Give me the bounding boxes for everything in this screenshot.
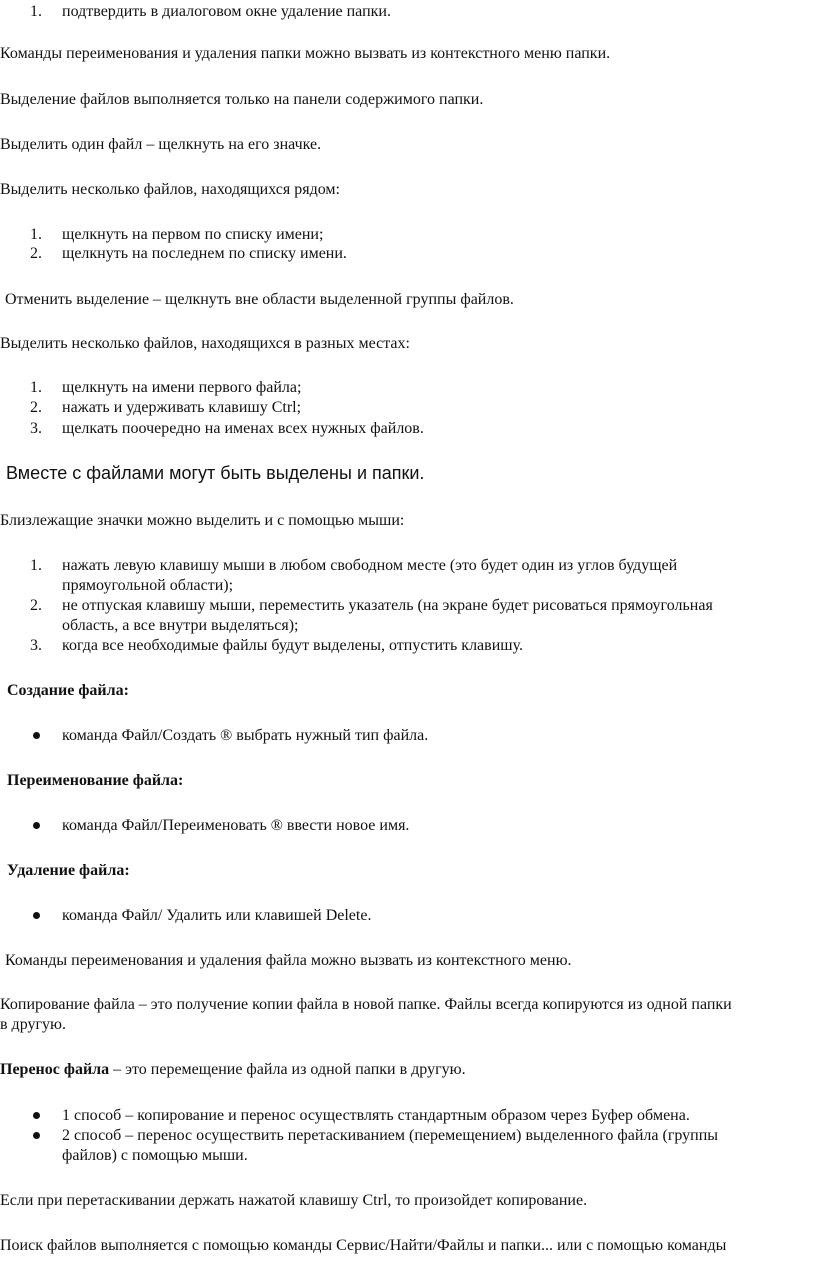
bullet-item: 1 способ – копирование и перенос осуществлять стандартным образом через Буфер обмена. bbox=[62, 1107, 690, 1124]
list-number: 2. bbox=[30, 597, 42, 614]
list-number: 2. bbox=[30, 399, 42, 416]
bullet-item-continuation: файлов) с помощью мыши. bbox=[62, 1147, 248, 1164]
bullet-item: команда Файл/Переименовать ® ввести новое имя. bbox=[62, 817, 410, 834]
bold-term: Перенос файла bbox=[0, 1061, 110, 1078]
paragraph: Поиск файлов выполняется с помощью команды Сервис/Найти/Файлы и папки... или с помощью команды bbox=[0, 1237, 727, 1254]
paragraph: Если при перетаскивании держать нажатой клавишу Ctrl, то произойдет копирование. bbox=[0, 1192, 588, 1209]
list-item: щелкнуть на имени первого файла; bbox=[62, 379, 302, 396]
list-number: 1. bbox=[30, 557, 42, 574]
bullet-icon bbox=[33, 912, 40, 919]
list-number: 1. bbox=[30, 379, 42, 396]
bullet-item: команда Файл/Создать ® выбрать нужный тип файла. bbox=[62, 727, 429, 744]
list-item: щелкнуть на первом по списку имени; bbox=[62, 226, 324, 243]
paragraph: Выделение файлов выполняется только на панели содержимого папки. bbox=[0, 91, 484, 108]
bullet-icon bbox=[33, 1132, 40, 1139]
paragraph: Выделить несколько файлов, находящихся в разных местах: bbox=[0, 335, 410, 352]
list-number: 1. bbox=[30, 3, 42, 20]
bullet-icon bbox=[33, 1112, 40, 1119]
paragraph-text: – это перемещение файла из одной папки в другую. bbox=[109, 1061, 466, 1078]
list-item-continuation: прямоугольной области); bbox=[62, 577, 234, 594]
list-number: 2. bbox=[30, 245, 42, 262]
list-item: нажать и удерживать клавишу Ctrl; bbox=[62, 399, 302, 416]
section-heading: Удаление файла: bbox=[7, 862, 130, 879]
paragraph: Команды переименования и удаления файла можно вызвать из контекстного меню. bbox=[5, 952, 572, 969]
list-number: 3. bbox=[30, 637, 42, 654]
paragraph: Выделить несколько файлов, находящихся рядом: bbox=[0, 181, 340, 198]
list-item: не отпуская клавишу мыши, переместить указатель (на экране будет рисоваться прямоугольная bbox=[62, 597, 713, 614]
list-item-continuation: область, а все внутри выделяться); bbox=[62, 617, 299, 634]
list-item: когда все необходимые файлы будут выделены, отпустить клавишу. bbox=[62, 637, 523, 654]
list-item: подтвердить в диалоговом окне удаление папки. bbox=[62, 3, 391, 20]
list-item: щелкнуть на последнем по списку имени. bbox=[62, 245, 347, 262]
paragraph: Копирование файла – это получение копии файла в новой папке. Файлы всегда копируются из одной папки bbox=[0, 996, 732, 1013]
paragraph bbox=[0, 1060, 466, 1080]
list-number: 3. bbox=[30, 420, 42, 437]
highlight-paragraph: Вместе с файлами могут быть выделены и папки. bbox=[6, 463, 425, 483]
paragraph: Команды переименования и удаления папки можно вызвать из контекстного меню папки. bbox=[0, 45, 611, 62]
bullet-icon bbox=[33, 822, 40, 829]
bullet-icon bbox=[33, 732, 40, 739]
paragraph: Близлежащие значки можно выделить и с помощью мыши: bbox=[0, 512, 405, 529]
bullet-item: 2 способ – перенос осуществить перетаскиванием (перемещением) выделенного файла (группы bbox=[62, 1127, 719, 1144]
section-heading: Переименование файла: bbox=[7, 772, 184, 789]
bullet-item: команда Файл/ Удалить или клавишей Delete. bbox=[62, 907, 372, 924]
paragraph: Выделить один файл – щелкнуть на его значке. bbox=[0, 136, 322, 153]
paragraph-continuation: в другую. bbox=[0, 1016, 66, 1033]
list-number: 1. bbox=[30, 226, 42, 243]
list-item: нажать левую клавишу мыши в любом свободном месте (это будет один из углов будущей bbox=[62, 557, 678, 574]
list-item: щелкать поочередно на именах всех нужных файлов. bbox=[62, 420, 424, 437]
paragraph: Отменить выделение – щелкнуть вне области выделенной группы файлов. bbox=[5, 291, 514, 308]
section-heading: Создание файла: bbox=[7, 682, 129, 699]
